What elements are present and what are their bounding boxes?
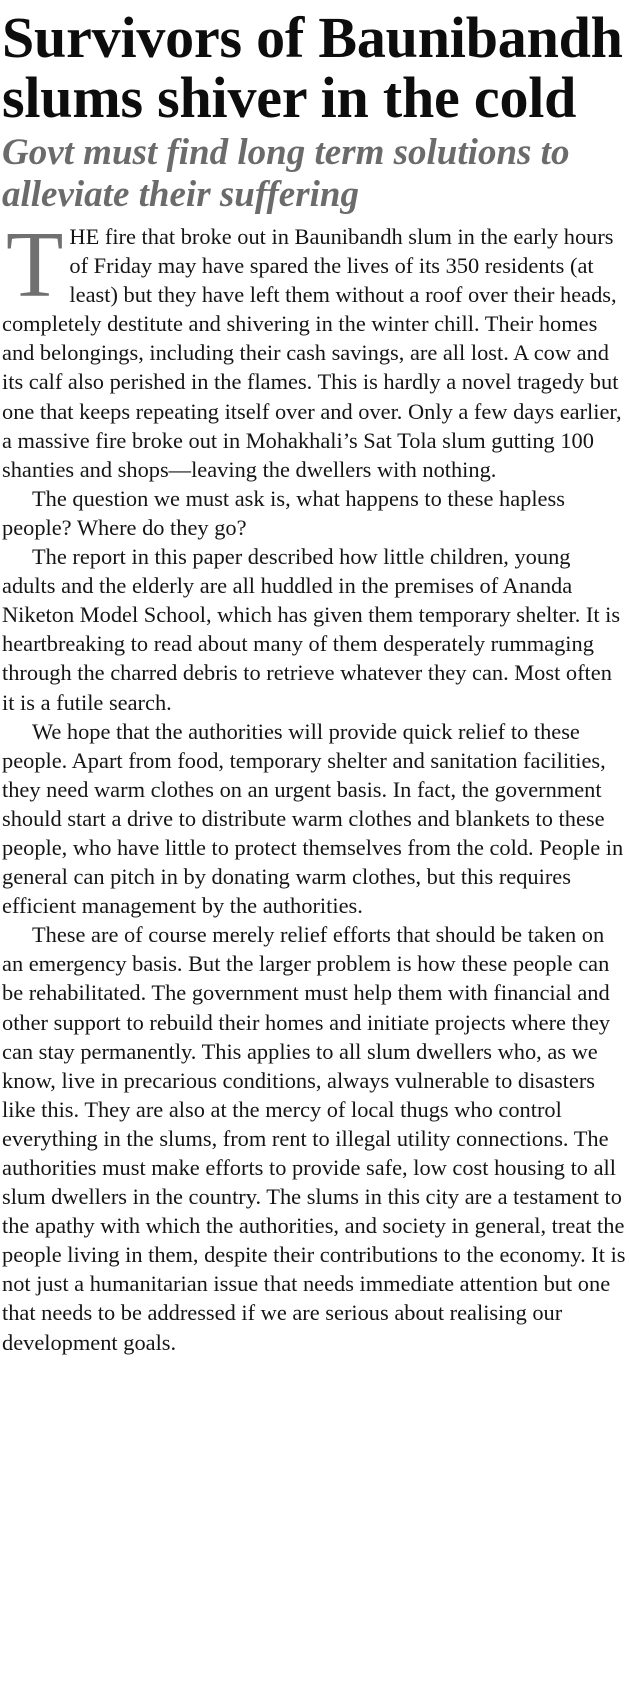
headline: Survivors of Baunibandh slums shiver in the cold [2,5,623,130]
paragraph-1 [2,213,627,484]
paragraph-3: The report in this paper described how little children, young adults and the elderly are all huddled in the premises of Ananda Niketon Model School, which has given them temporary shelter. It is heartbreaking to read about many of them desperately rummaging through the charred debris to retrieve whatever they can. Most often it is a futile search. [2,544,621,715]
paragraph-2: The question we must ask is, what happens to these hapless people? Where do they go? [2,485,565,540]
paragraph-5: These are of course merely relief efforts that should be taken on an emergency basis. But the larger problem is how these people can be rehabilitated. The government must help them with financial and other support to rebuild their homes and initiate projects where they can stay permanently. This applies to all slum dwellers who, as we know, live in precarious conditions, always vulnerable to disasters like this. They are also at the mercy of local thugs who control everything in the slums, from rent to illegal utility connections. The authorities must make efforts to provide safe, low cost housing to all slum dwellers in the country. The slums in this city are a testament to the apathy with which the authorities, and society in general, treat the people living in them, despite their contributions to the economy. It is not just a humanitarian issue that needs immediate attention but one that needs to be addressed if we are serious about realising our development goals. [2,922,626,1355]
paragraph-4: We hope that the authorities will provide quick relief to these people. Apart from food, temporary shelter and sanitation facilities, they need warm clothes on an urgent basis. In fact, the government should start a drive to distribute warm clothes and blankets to these people, who have little to protect themselves from the cold. People in general can pitch in by donating warm clothes, but this requires efficient management by the authorities. [2,718,624,919]
paragraph-1-text: HE fire that broke out in Baunibandh slum in the early hours of Friday may have spared the lives of its 350 residents (at least) but they have left them without a roof over their heads, completely destitute and shivering in the winter chill. Their homes and belongings, including their cash savings, are all lost. A cow and its calf also perished in the flames. This is hardly a novel tragedy but one that keeps repeating itself over and over. Only a few days earlier, a massive fire broke out in Mohakhali’s Sat Tola slum gutting 100 shanties and shops—leaving the dwellers with nothing. [2,224,622,482]
drop-cap: T [6,213,64,317]
article-body [2,213,627,1357]
subheadline: Govt must find long term solutions to alleviate their suffering [2,132,570,215]
